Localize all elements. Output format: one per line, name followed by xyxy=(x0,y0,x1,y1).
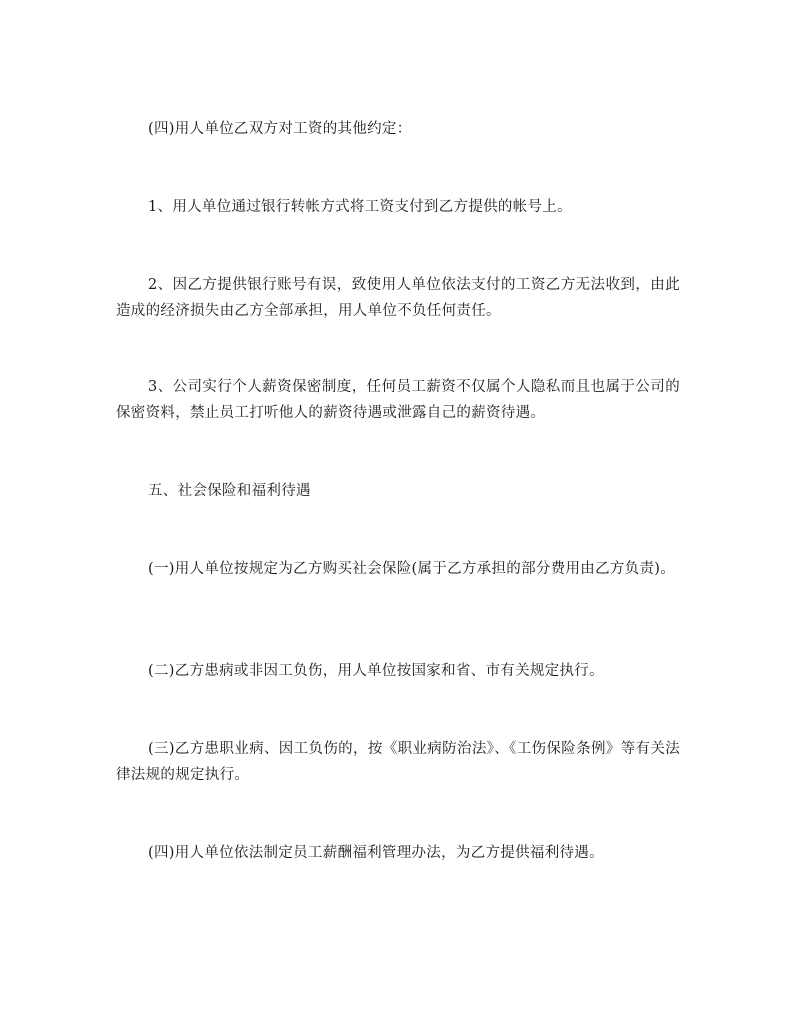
paragraph-wage-other-agreement-heading: (四)用人单位乙双方对工资的其他约定： xyxy=(148,121,412,137)
section-heading-social-insurance: 五、社会保险和福利待遇 xyxy=(148,483,311,499)
paragraph-social-insurance-purchase: (一)用人单位按规定为乙方购买社会保险(属于乙方承担的部分费用由乙方负责)。 xyxy=(148,561,676,577)
paragraph-bank-account-error: 2、因乙方提供银行账号有误，致使用人单位依法支付的工资乙方无法收到，由此造成的经济损失由乙方全部承担，用人单位不负任何责任。 xyxy=(116,277,680,319)
paragraph-welfare-policy: (四)用人单位依法制定员工薪酬福利管理办法，为乙方提供福利待遇。 xyxy=(148,845,604,861)
paragraph-illness-injury: (二)乙方患病或非因工负伤，用人单位按国家和省、市有关规定执行。 xyxy=(148,663,604,679)
paragraph-salary-confidentiality: 3、公司实行个人薪资保密制度，任何员工薪资不仅属个人隐私而且也属于公司的保密资料，禁止员工打听他人的薪资待遇或泄露自己的薪资待遇。 xyxy=(116,379,680,421)
paragraph-bank-transfer: 1、用人单位通过银行转帐方式将工资支付到乙方提供的帐号上。 xyxy=(148,199,572,215)
paragraph-occupational-disease: (三)乙方患职业病、因工负伤的，按《职业病防治法》、《工伤保险条例》等有关法律法规的规定执行。 xyxy=(116,741,680,783)
